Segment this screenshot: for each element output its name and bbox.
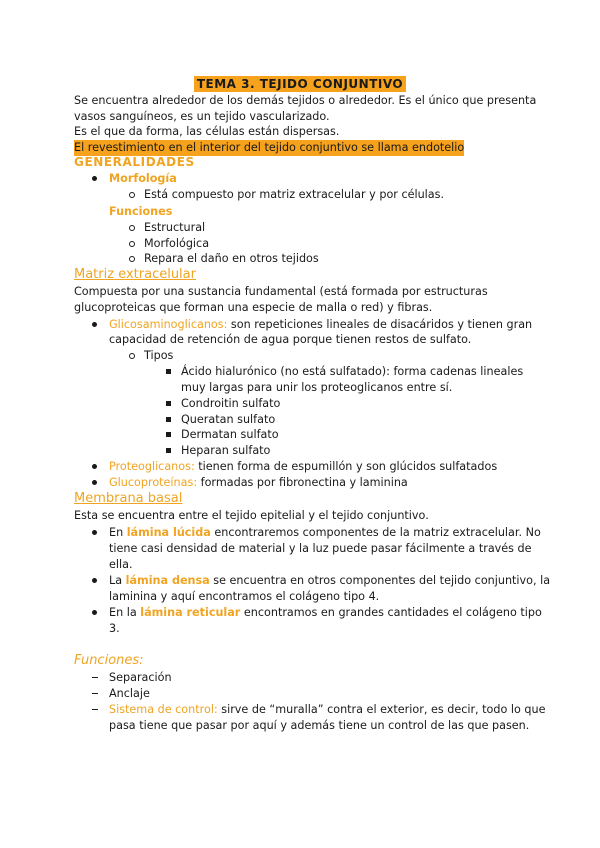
b2-key: lámina densa [125,574,210,587]
membrana-b1-l2: tiene casi densidad de material y la luz puede pasar fácilmente a través de [109,542,532,555]
intro-line-2: vasos sanguíneos, es un tejido vascularizado. [74,110,330,123]
gluco-text: formadas por fibronectina y laminina [197,476,408,489]
funciones-item: Morfológica [144,237,210,250]
b1-post: encontraremos componentes de la matriz extracelular. No [210,526,541,539]
matriz-heading: Matriz extracelular [74,267,196,282]
tipo-item-cont: muy largas para unir los proteoglicanos entre sí. [181,381,453,394]
bullet-square-icon [166,417,171,422]
proteo-text: tienen forma de espumillón y son glúcidos sulfatados [194,460,498,473]
b2-post: se encuentra en otros componentes del tejido conjuntivo, la [209,574,551,587]
bullet-dot-icon [92,610,97,615]
glicos-text-2: capacidad de retención de agua porque tienen restos de sulfato. [109,333,472,346]
bullet-square-icon [166,401,171,406]
intro-line-1: Se encuentra alrededor de los demás tejidos o alrededor. Es el único que presenta [74,94,537,107]
bullet-square-icon [166,432,171,437]
morfologia-label: Morfología [109,172,177,185]
b1-key: lámina lúcida [126,526,211,539]
matriz-desc-1: Compuesta por una sustancia fundamental (está formada por estructuras [74,285,488,298]
membrana-b3-l1 [109,605,542,621]
control-line-2: pasa tiene que pasar por aquí y además tiene un control de las que pasen. [109,719,530,732]
bullet-dot-icon [92,530,97,535]
bullet-dot-icon [92,322,97,327]
bullet-dot-icon [92,578,97,583]
glicos-label: Glicosaminoglicanos: [109,318,228,331]
funciones-heading: Funciones: [74,653,144,668]
matriz-desc-2: glucoproteicas que forman una especie de malla o red) y fibras. [74,301,433,314]
bullet-circle-icon [129,225,135,231]
membrana-heading: Membrana basal [74,491,183,506]
membrana-b3-l2: 3. [109,622,120,635]
control-label: Sistema de control: [109,703,218,716]
membrana-b1-l1 [109,525,541,541]
gluco-label: Glucoproteínas: [109,476,198,489]
bullet-circle-icon [129,256,135,262]
control-text: sirve de “muralla” contra el exterior, es decir, todo lo que [217,703,546,716]
funciones-item: Repara el daño en otros tejidos [144,252,319,265]
glicos-line-1 [109,317,532,333]
bullet-circle-icon [129,241,135,247]
bullet-dot-icon [92,480,97,485]
generalidades-heading: GENERALIDADES [74,155,195,169]
funciones-label: Funciones [109,205,173,218]
tipo-item: Heparan sulfato [181,444,271,457]
b2-pre: La [109,574,126,587]
membrana-b2-l1 [109,573,550,589]
membrana-b2-l2: laminina y aquí encontramos el colágeno tipo 4. [109,590,380,603]
tipo-item: Ácido hialurónico (no está sulfatado): forma cadenas lineales [181,365,524,378]
intro-line-3: Es el que da forma, las células están dispersas. [74,125,340,138]
bullet-circle-icon [129,192,135,198]
b1-pre: En [109,526,127,539]
funciones-item: Estructural [144,221,206,234]
funciones-item: Anclaje [109,687,150,700]
bullet-circle-icon [129,353,135,359]
b3-pre: En la [109,606,141,619]
proteo-label: Proteoglicanos: [109,460,195,473]
bullet-dash-icon [92,709,98,710]
tipo-item: Condroitin sulfato [181,397,281,410]
control-line-1 [109,702,546,718]
bullet-dot-icon [92,176,97,181]
tipo-item: Dermatan sulfato [181,428,279,441]
proteo-line [109,459,497,475]
bullet-square-icon [166,369,171,374]
bullet-square-icon [166,448,171,453]
membrana-desc: Esta se encuentra entre el tejido epitelial y el tejido conjuntivo. [74,509,429,522]
tipos-label: Tipos [144,349,174,362]
tipo-item: Queratan sulfato [181,413,276,426]
morfologia-item: Está compuesto por matriz extracelular y por células. [144,188,445,201]
membrana-b1-l3: ella. [109,558,133,571]
bullet-dash-icon [92,677,98,678]
glicos-text-1: son repeticiones lineales de disacáridos y tienen gran [227,318,533,331]
b3-key: lámina reticular [140,606,241,619]
page-title: TEMA 3. TEJIDO CONJUNTIVO [194,76,406,92]
bullet-dot-icon [92,464,97,469]
b3-post: encontramos en grandes cantidades el colágeno tipo [240,606,542,619]
highlight-line: El revestimiento en el interior del tejido conjuntivo se llama endotelio [74,141,465,154]
bullet-dash-icon [92,693,98,694]
gluco-line [109,475,408,491]
page-title-wrap [0,73,600,92]
funciones-item: Separación [109,671,172,684]
